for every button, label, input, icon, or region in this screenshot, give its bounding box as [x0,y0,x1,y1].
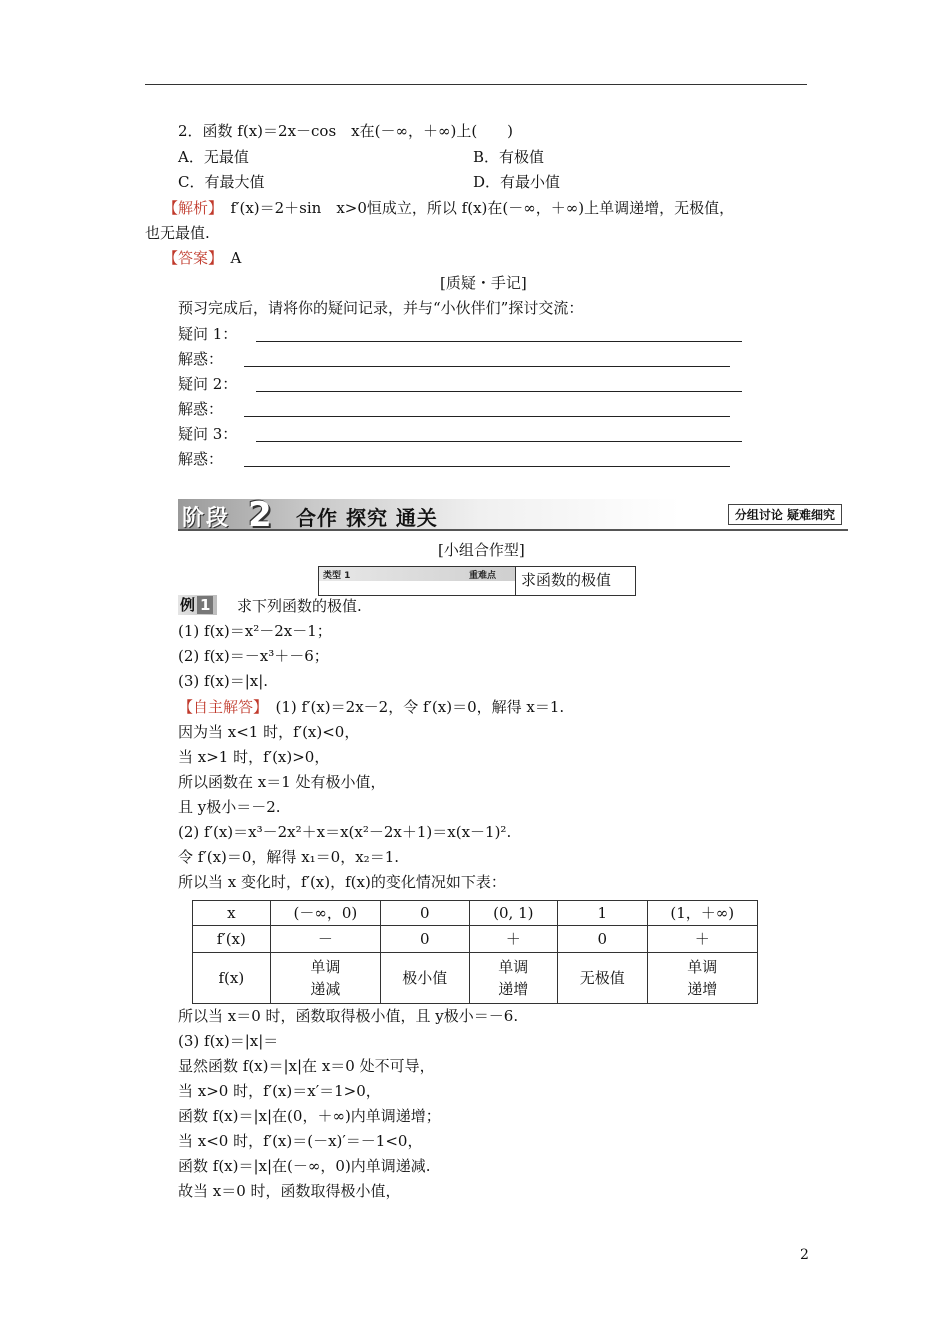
table-cell: 0 [381,901,469,926]
section-header [178,495,848,535]
table-cell: f(x) [193,953,271,1004]
table-cell: ＋ [647,926,757,953]
notes-heading: [质疑・手记] [440,274,527,292]
table-row [193,953,758,1004]
answer-3-label: 解惑： [178,450,224,468]
table-cell: 0 [558,926,647,953]
option-d: D．有最小值 [473,173,561,191]
option-c: C．有最大值 [178,173,265,191]
example-badge-label: 例 [180,596,196,614]
table-cell: (－∞，0) [270,901,380,926]
table-cell: x [193,901,271,926]
solution-line-5: 且 y极小＝－2. [178,798,281,816]
group-heading: [小组合作型] [438,541,525,559]
solution-line-2: 因为当 x<1 时，f′(x)<0， [178,723,360,741]
type-title: 求函数的极值 [521,571,612,589]
table-cell: 1 [558,901,647,926]
table-cell: f′(x) [193,926,271,953]
header-rule [145,84,807,85]
solution-text-1: (1) f′(x)＝2x－2，令 f′(x)＝0，解得 x＝1. [260,698,565,716]
section-stage: 阶段 [182,506,231,531]
after-line-7: 函数 f(x)＝|x|在(－∞，0)内单调递减. [178,1157,431,1175]
solution-line-6: (2) f′(x)＝x³－2x²＋x＝x(x²－2x＋1)＝x(x－1)². [178,823,512,841]
example-badge [178,595,217,615]
type-divider [515,567,516,595]
solution-line-1 [178,697,564,717]
answer-1-blank[interactable] [244,366,730,367]
question-3-blank[interactable] [256,441,742,442]
after-line-6: 当 x<0 时，f′(x)＝(－x)′＝－1<0， [178,1132,423,1150]
after-line-2: (3) f(x)＝|x|＝ [178,1032,279,1050]
section-subtitle: 分组讨论 疑难细究 [728,504,842,525]
section-title: 合作 探究 通关 [296,506,438,530]
notes-intro: 预习完成后，请将你的疑问记录，并与“小伙伴们”探讨交流： [178,299,584,317]
table-cell: 单调 递增 [469,953,558,1004]
table-cell: － [270,926,380,953]
answer-3-blank[interactable] [244,466,730,467]
after-line-4: 当 x>0 时，f′(x)＝x′＝1>0， [178,1082,381,1100]
after-line-1: 所以当 x＝0 时，函数取得极小值，且 y极小＝－6. [178,1007,519,1025]
after-line-3: 显然函数 f(x)＝|x|在 x＝0 处不可导， [178,1057,435,1075]
example-part-3: (3) f(x)＝|x|. [178,672,269,690]
variation-table [192,900,758,1004]
table-cell: 0 [381,926,469,953]
analysis-text: f′(x)＝2＋sin x>0恒成立，所以 f(x)在(－∞，＋∞)上单调递增，无极值， [215,199,735,217]
analysis-cont: 也无最值. [145,224,210,242]
question-2-label: 疑问 2： [178,375,238,393]
after-line-8: 故当 x＝0 时，函数取得极小值， [178,1182,401,1200]
table-cell: 极小值 [381,953,469,1004]
question-stem: 2．函数 f(x)＝2x－cos x在(－∞，＋∞)上( ) [178,122,514,140]
answer-2-blank[interactable] [244,416,730,417]
solution-line-4: 所以函数在 x＝1 处有极小值， [178,773,386,791]
answer-2-label: 解惑： [178,400,224,418]
answer-text: A [215,249,242,267]
solution-label: 【自主解答】 [178,698,261,716]
example-badge-number: 1 [197,596,213,614]
question-1-label: 疑问 1： [178,325,238,343]
table-cell: (0, 1) [469,901,558,926]
question-1-blank[interactable] [256,341,742,342]
analysis-label: 【解析】 [163,199,216,217]
type-mark: 重难点 [469,571,497,581]
option-b: B．有极值 [473,148,545,166]
table-cell: 单调 递减 [270,953,380,1004]
example-part-2: (2) f(x)＝－x³＋－6； [178,647,329,665]
table-row [193,901,758,926]
table-cell: (1，＋∞) [647,901,757,926]
solution-line-8: 所以当 x 变化时，f′(x)，f(x)的变化情况如下表： [178,873,506,891]
solution-line-7: 令 f′(x)＝0，解得 x₁＝0，x₂＝1. [178,848,400,866]
example-part-1: (1) f(x)＝x²－2x－1； [178,622,332,640]
table-cell: 无极值 [558,953,647,1004]
solution-line-3: 当 x>1 时，f′(x)>0， [178,748,330,766]
example-prompt: 求下列函数的极值. [222,597,362,615]
table-cell: ＋ [469,926,558,953]
question-3-label: 疑问 3： [178,425,238,443]
section-number: 2 [248,495,272,535]
answer-1-label: 解惑： [178,350,224,368]
table-cell: 单调 递增 [647,953,757,1004]
table-row [193,926,758,953]
section-underline [178,529,848,531]
answer-label: 【答案】 [163,249,216,267]
option-a: A．无最值 [178,148,249,166]
type-tag: 类型 1 [323,571,351,581]
answer-line [163,248,241,268]
type-box [318,566,636,596]
page-number: 2 [800,1247,809,1263]
question-2-blank[interactable] [256,391,742,392]
analysis-line [163,198,734,218]
after-line-5: 函数 f(x)＝|x|在(0，＋∞)内单调递增； [178,1107,441,1125]
